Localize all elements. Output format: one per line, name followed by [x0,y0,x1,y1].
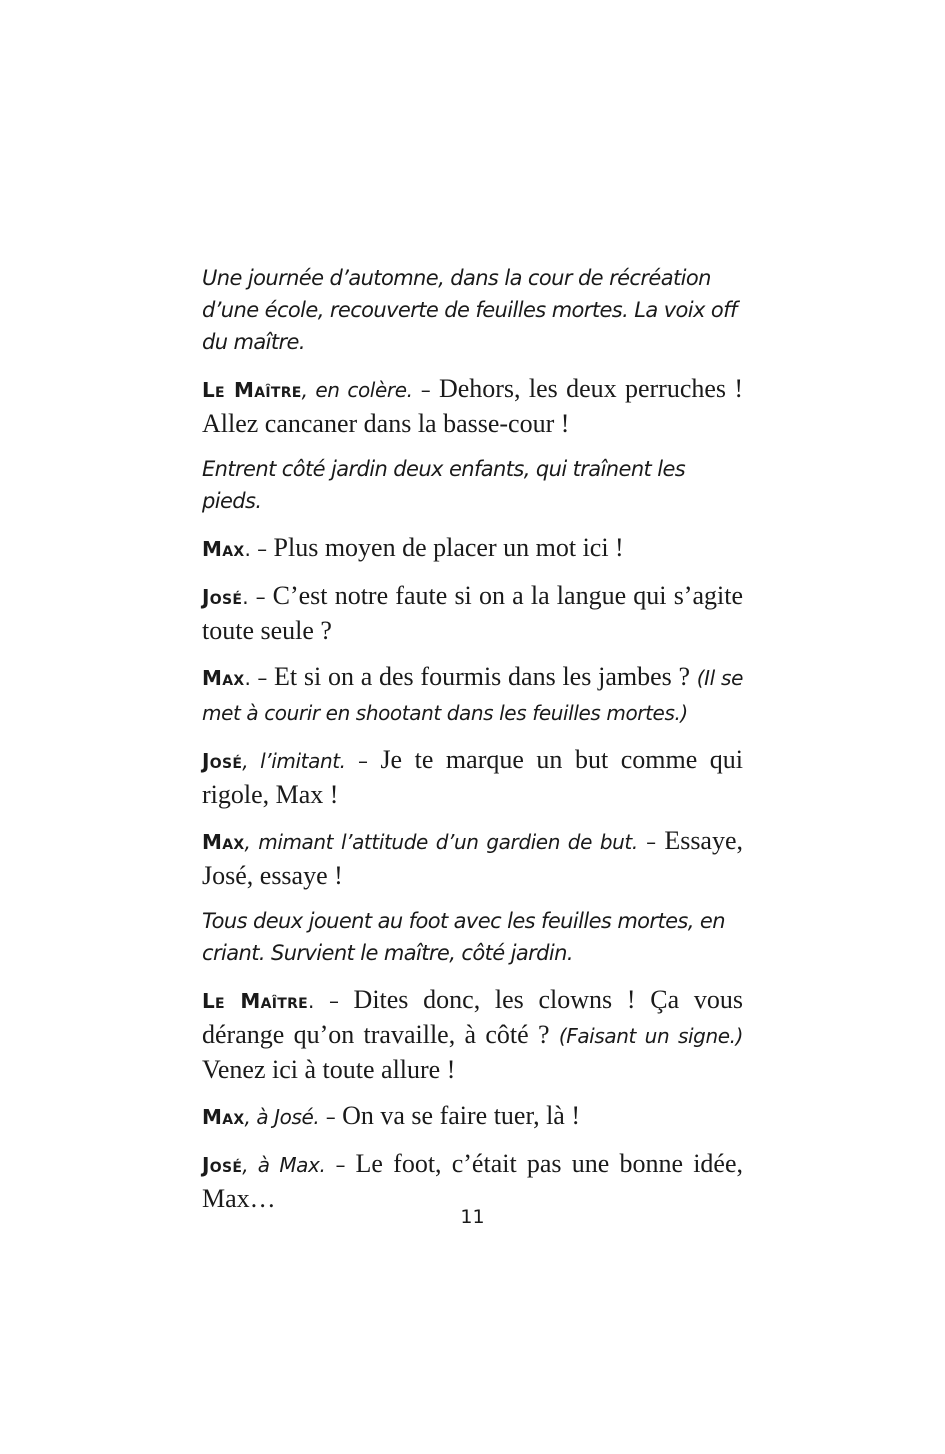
dialogue-separator: – [412,378,439,402]
speaker-name: Max [202,1105,245,1129]
stage-direction-enter: Entrent côté jardin deux enfants, qui traînent les pieds. [202,457,686,513]
stage-direction-opening: Une journée d’automne, dans la cour de récréation d’une école, recouverte de feuilles mortes. La voix off du maître. [202,266,737,354]
dialogue-line [202,579,743,647]
inline-stage-direction: (Faisant un signe.) [558,1024,744,1048]
dialogue-text: Dites donc, les clowns ! Ça vous dérange qu’on travaille, à côté ? [202,985,743,1049]
dialogue-line [202,531,743,566]
speaker-direction: , à Max. [242,1153,326,1177]
dialogue-separator: . – [244,537,274,561]
speaker-name: Max [202,537,245,561]
dialogue-separator: – [345,749,381,773]
dialogue-separator: . – [308,989,354,1013]
dialogue-text: Je te marque un but comme qui rigole, Max ! [202,745,744,809]
dialogue-text: Essaye, José, essaye ! [202,826,744,890]
dialogue-line [202,824,743,892]
speaker-direction: , à José. [244,1105,320,1129]
stage-direction-foot: Tous deux jouent au foot avec les feuilles mortes, en criant. Survient le maître, côté jardin. [202,909,725,965]
dialogue-text-after: Venez ici à toute allure ! [202,1055,456,1084]
dialogue-line [202,372,743,440]
speaker-name: Le Maître [202,989,309,1013]
dialogue-line [202,1147,743,1215]
dialogue-separator: – [319,1105,343,1129]
page-number: 11 [460,1206,485,1228]
dialogue-separator: – [325,1153,356,1177]
speaker-name: José [202,585,243,609]
speaker-name: Max [202,666,245,690]
speaker-name: José [202,1153,243,1177]
dialogue-text: Et si on a des fourmis dans les jambes ? [274,662,697,691]
dialogue-text: C’est notre faute si on a la langue qui s’agite toute seule ? [202,581,743,645]
play-text [202,262,743,1228]
inline-stage-direction: (Il se met à courir en shootant dans les feuilles mortes.) [202,666,743,725]
speaker-direction: , l’imitant. [242,749,346,773]
speaker-name: José [202,749,243,773]
dialogue-line [202,743,743,811]
dialogue-text: On va se faire tuer, là ! [342,1101,581,1130]
dialogue-separator: . – [242,585,273,609]
dialogue-line [202,660,743,730]
speaker-name: Le Maître [202,378,302,402]
dialogue-separator: . – [244,666,275,690]
speaker-direction: , mimant l’attitude d’un gardien de but. [244,830,638,854]
dialogue-line [202,983,743,1086]
dialogue-separator: – [637,830,665,854]
dialogue-text: Dehors, les deux perruches ! Allez cancaner dans la basse-cour ! [202,374,744,438]
speaker-direction: , en colère. [301,378,413,402]
dialogue-text: Le foot, c’était pas une bonne idée, Max… [202,1149,744,1213]
dialogue-line [202,1099,743,1134]
speaker-name: Max [202,830,245,854]
dialogue-text: Plus moyen de placer un mot ici ! [273,533,624,562]
